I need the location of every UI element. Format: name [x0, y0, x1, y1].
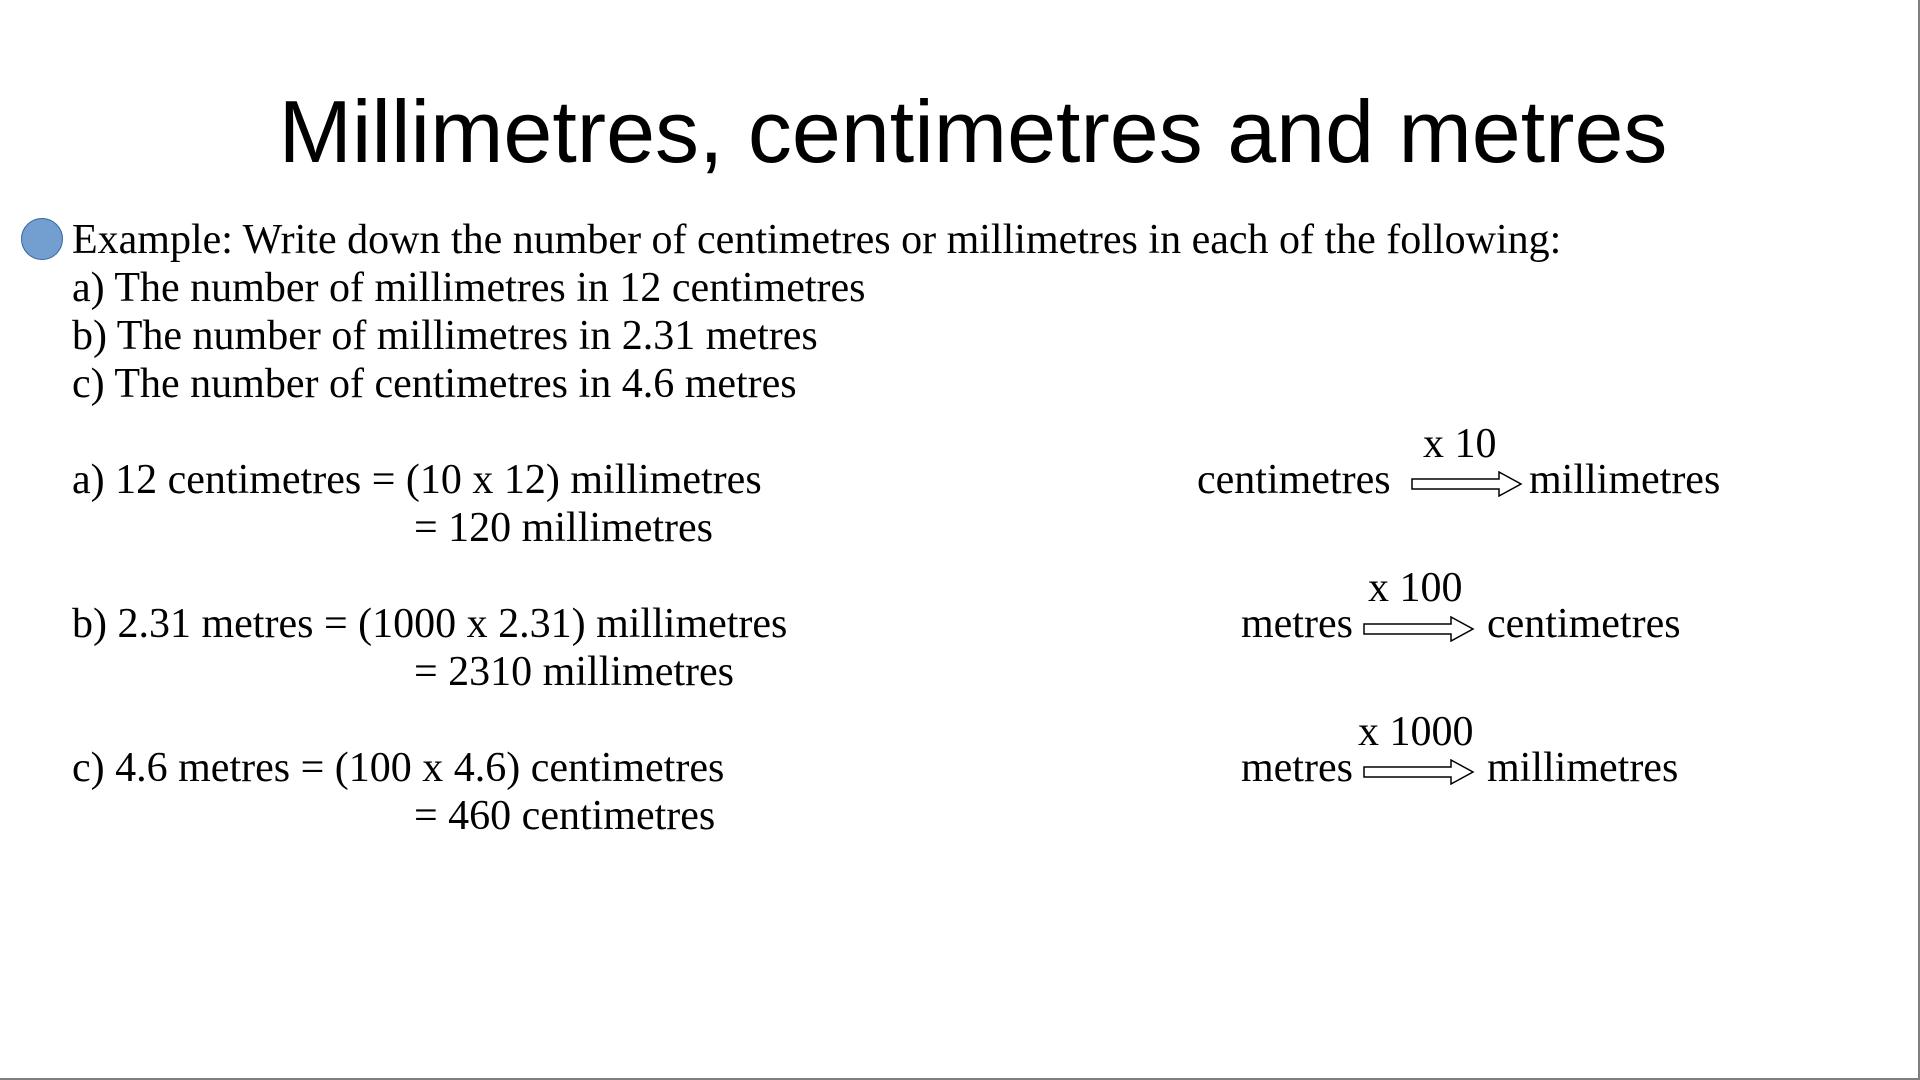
question-c: c) The number of centimetres in 4.6 metres: [72, 361, 797, 407]
slide-title: Millimetres, centimetres and metres: [278, 82, 1668, 181]
conversion-1-factor: x 10: [1423, 421, 1497, 467]
question-a: a) The number of millimetres in 12 centimetres: [72, 265, 866, 311]
conversion-2-arrow-icon: [1363, 616, 1475, 642]
solution-b-line1: b) 2.31 metres = (1000 x 2.31) millimetres: [72, 601, 788, 647]
conversion-3-factor: x 1000: [1358, 709, 1474, 755]
conversion-1-arrow-icon: [1411, 471, 1523, 497]
conversion-2-to: centimetres: [1487, 601, 1681, 647]
solution-b-line2: = 2310 millimetres: [414, 649, 734, 695]
solution-c-line1: c) 4.6 metres = (100 x 4.6) centimetres: [72, 745, 725, 791]
conversion-1-to: millimetres: [1529, 457, 1721, 503]
conversion-3-arrow-icon: [1363, 759, 1475, 785]
solution-a-line2: = 120 millimetres: [414, 505, 713, 551]
conversion-3-from: metres: [1241, 745, 1353, 791]
solution-c-line2: = 460 centimetres: [414, 793, 716, 839]
solution-a-line1: a) 12 centimetres = (10 x 12) millimetres: [72, 457, 762, 503]
conversion-1-from: centimetres: [1197, 457, 1391, 503]
bullet-circle-icon: [21, 218, 63, 260]
example-prompt: Example: Write down the number of centimetres or millimetres in each of the following:: [72, 217, 1562, 263]
conversion-2-from: metres: [1241, 601, 1353, 647]
conversion-3-to: millimetres: [1487, 745, 1679, 791]
conversion-2-factor: x 100: [1368, 565, 1463, 611]
question-b: b) The number of millimetres in 2.31 metres: [72, 313, 818, 359]
